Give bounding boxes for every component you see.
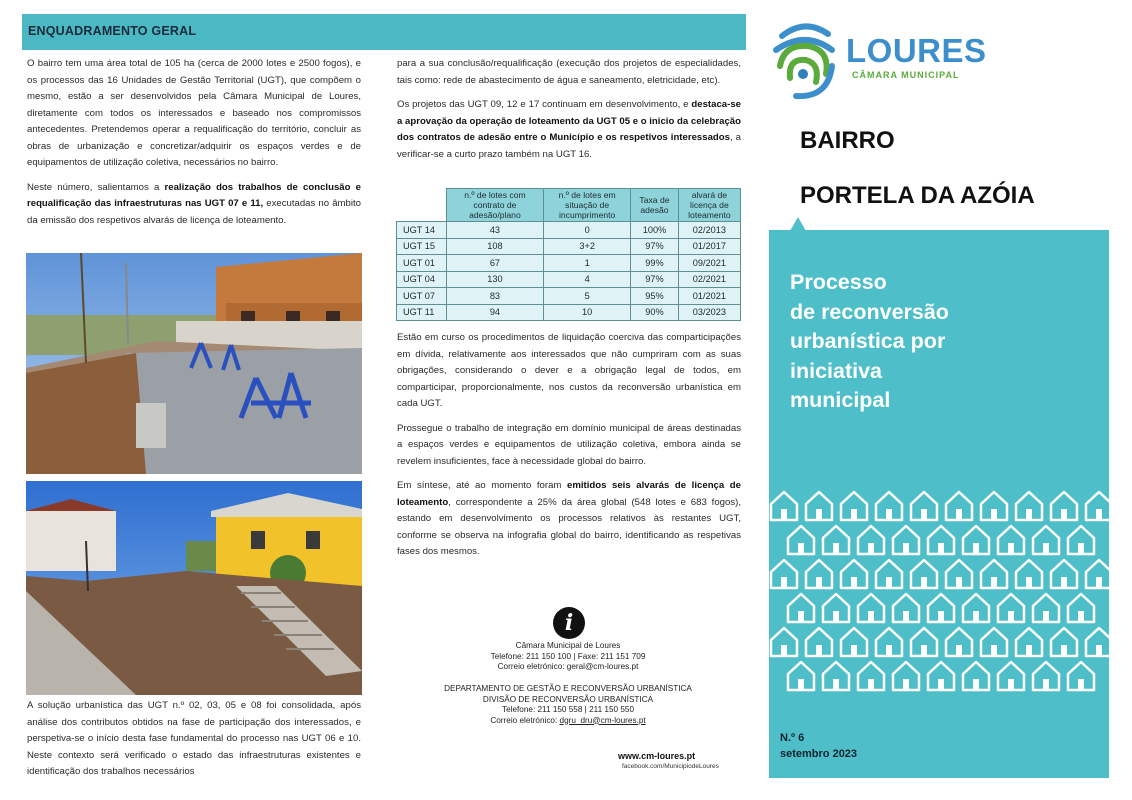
solution-paragraph: A solução urbanística das UGT n.º 02, 03, 05 e 08 foi consolidada, após análise dos contributos obtidos na fase de participação dos interessados, e perspetiva-se o início desta fase fundamental do processo nas UGT 06 e 10. Neste contexto será verificado o estado das infraestruturas existentes e identificação dos trabalhos necessários [27, 700, 361, 777]
house-icon [1068, 594, 1094, 622]
house-icon [963, 526, 989, 554]
loures-logo-icon [770, 16, 840, 108]
table-cell: 03/2023 [678, 304, 740, 321]
table-cell: 108 [446, 238, 543, 255]
house-icon [981, 492, 1007, 520]
house-icon [893, 662, 919, 690]
table-row [397, 255, 741, 272]
table-row [397, 222, 741, 239]
panel-notch [790, 217, 806, 231]
house-icon [1086, 628, 1109, 656]
info-icon: i [553, 607, 585, 639]
contact-email[interactable]: Correio eletrónico: geral@cm-loures.pt [497, 662, 639, 671]
house-icon [1016, 492, 1042, 520]
table-cell: 95% [631, 288, 679, 305]
house-icon [911, 628, 937, 656]
house-icon [893, 594, 919, 622]
table-cell: 09/2021 [678, 255, 740, 272]
middle-column [397, 56, 741, 163]
house-icon [1051, 628, 1077, 656]
table-cell: 01/2017 [678, 238, 740, 255]
house-icon [788, 526, 814, 554]
house-icon [858, 594, 884, 622]
house-icon [823, 526, 849, 554]
table-header: n.º de lotes com contrato de adesão/plano [446, 189, 543, 222]
table-cell: 94 [446, 304, 543, 321]
cover-title-line1: BAIRRO [800, 127, 895, 154]
left-column [27, 56, 361, 229]
house-icon [876, 628, 902, 656]
house-icon [823, 662, 849, 690]
table-row [397, 271, 741, 288]
table-cell: 0 [544, 222, 631, 239]
department-email-link[interactable]: dgru_dru@cm-loures.pt [559, 715, 646, 725]
house-icon [1016, 560, 1042, 588]
website-link[interactable]: www.cm-loures.pt [618, 751, 696, 761]
house-icon [1051, 560, 1077, 588]
house-icon [911, 560, 937, 588]
department-email: Correio eletrónico: dgru_dru@cm-loures.pt [490, 715, 646, 725]
table-row-label: UGT 07 [397, 288, 447, 305]
house-icon [1086, 560, 1109, 588]
table-header: n.º de lotes em situação de incumprimento [544, 189, 631, 222]
integration-paragraph: Prossegue o trabalho de integração em domínio municipal de áreas destinadas a espaços verdes e equipamentos de utilização coletiva, embora ainda se revelem insuficientes, face à necessidade global do bairro. [397, 422, 741, 467]
table-cell: 43 [446, 222, 543, 239]
middle-column-lower [397, 330, 741, 561]
house-icon [788, 594, 814, 622]
house-pattern [769, 490, 1109, 710]
table-cell: 1 [544, 255, 631, 272]
table-header-blank [397, 189, 447, 222]
house-icon [998, 662, 1024, 690]
house-icon [946, 628, 972, 656]
house-icon [841, 560, 867, 588]
house-icon [1068, 662, 1094, 690]
issue-date: setembro 2023 [780, 748, 858, 760]
table-row-label: UGT 04 [397, 271, 447, 288]
house-icon [858, 526, 884, 554]
house-icon [771, 492, 797, 520]
table-cell: 83 [446, 288, 543, 305]
section-title: ENQUADRAMENTO GERAL [28, 24, 197, 38]
conclusion-paragraph: para a sua conclusão/requalificação (execução dos projetos de especialidades, tais como: rede de abastecimento de água e saneamento, eletricidade, etc). [397, 58, 741, 86]
cover-title-line2: PORTELA DA AZÓIA [800, 182, 1035, 209]
house-icon [841, 492, 867, 520]
house-icon [928, 662, 954, 690]
liquidation-paragraph: Estão em curso os procedimentos de liquidação coerciva das comparticipações em dívida, relativamente aos interessados que não cumpriram com as suas obrigações, considerando o dever e a obrigação legal de todos, em comparticipar, proporcionalmente, nos custos da reconversão urbanística em cada UGT. [397, 332, 741, 409]
summary-paragraph: Em síntese, até ao momento foram emitidos seis alvarás de licença de loteamento, correspondente a 25% da área global (548 lotes e 683 fogos), estando em desenvolvimento os processos relativos às restantes UGT, conforme se observa na infografia global do bairro, identificando as respetivas fases dos mesmos. [397, 480, 741, 557]
house-icon [806, 628, 832, 656]
table-row [397, 238, 741, 255]
table-cell: 10 [544, 304, 631, 321]
house-icon [928, 526, 954, 554]
house-icon [823, 594, 849, 622]
photo-fitness-park [26, 253, 362, 474]
table-row [397, 304, 741, 321]
cover-headline: Processo de reconversão urbanística por iniciativa municipal [790, 270, 949, 412]
table-cell: 5 [544, 288, 631, 305]
table-row-label: UGT 14 [397, 222, 447, 239]
house-icon [876, 560, 902, 588]
house-icon [981, 560, 1007, 588]
table-cell: 100% [631, 222, 679, 239]
house-icon [806, 560, 832, 588]
table-cell: 97% [631, 238, 679, 255]
intro-paragraph: O bairro tem uma área total de 105 ha (cerca de 2000 lotes e 2500 fogos), e os processos das 16 Unidades de Gestão Territorial (UGT), que compõem o mesmo, estão a ser desenvolvidos pela Câmara Municipal de Loures, diretamente com todos os interessados e baseado nos compromissos antecedentes. Pretendemos operar a requalificação do território, concluir as obras de urbanização e concretizar/adquirir os espaços verdes e de equipamentos de utilização coletiva, necessários no bairro. [27, 58, 361, 168]
contact-block [420, 641, 716, 673]
photo-street-works [26, 481, 362, 695]
house-icon [946, 492, 972, 520]
left-column-bottom [27, 698, 361, 781]
table-cell: 4 [544, 271, 631, 288]
table-header: alvará de licença de loteamento [678, 189, 740, 222]
table-row-label: UGT 01 [397, 255, 447, 272]
house-icon [1016, 628, 1042, 656]
house-icon [876, 492, 902, 520]
table-row-label: UGT 11 [397, 304, 447, 321]
table-cell: 90% [631, 304, 679, 321]
contact-org: Câmara Municipal de Loures [515, 641, 621, 650]
section-banner [22, 14, 746, 50]
table-header-row [397, 189, 741, 222]
department-phone: Telefone: 211 150 558 | 211 150 550 [501, 705, 635, 714]
house-icon [771, 560, 797, 588]
logo-subtitle: CÂMARA MUNICIPAL [852, 70, 960, 80]
department-contact-block [420, 684, 716, 726]
house-icon [771, 628, 797, 656]
division-name: DIVISÃO DE RECONVERSÃO URBANÍSTICA [482, 694, 654, 704]
projects-paragraph: Os projetos das UGT 09, 12 e 17 continuam em desenvolvimento, e destaca-se a aprovação da operação de loteamento da UGT 05 e o inicio da celebração dos contratos de adesão entre o Município e os respetivos interessados, a verificar-se a curto prazo também na UGT 16. [397, 99, 742, 160]
house-icon [963, 594, 989, 622]
works-paragraph: Neste número, salientamos a realização dos trabalhos de conclusão e requalificação das infraestruturas nas UGT 07 e 11, executadas no âmbito da emissão dos respetivos alvarás de licença de loteamento. [27, 181, 361, 226]
house-icon [1051, 492, 1077, 520]
house-icon [858, 662, 884, 690]
issue-number: N.º 6 [780, 732, 805, 744]
table-cell: 3+2 [544, 238, 631, 255]
house-icon [1033, 594, 1059, 622]
house-icon [788, 662, 814, 690]
house-icon [1068, 526, 1094, 554]
house-icon [963, 662, 989, 690]
table-cell: 02/2013 [678, 222, 740, 239]
house-icon [911, 492, 937, 520]
table-row [397, 288, 741, 305]
facebook-link[interactable]: facebook.com/MunicipiodeLoures [622, 763, 719, 770]
table-header: Taxa de adesão [631, 189, 679, 222]
house-icon [928, 594, 954, 622]
table-row-label: UGT 15 [397, 238, 447, 255]
house-icon [998, 526, 1024, 554]
house-icon [841, 628, 867, 656]
house-icon [998, 594, 1024, 622]
house-icon [1033, 526, 1059, 554]
house-icon [893, 526, 919, 554]
house-icon [946, 560, 972, 588]
table-cell: 97% [631, 271, 679, 288]
table-cell: 01/2021 [678, 288, 740, 305]
house-icon [1086, 492, 1109, 520]
table-cell: 67 [446, 255, 543, 272]
house-icon [806, 492, 832, 520]
table-cell: 02/2021 [678, 271, 740, 288]
ugt-status-table [396, 188, 741, 321]
logo-wordmark: LOURES [846, 32, 987, 69]
table-cell: 130 [446, 271, 543, 288]
department-name: DEPARTAMENTO DE GESTÃO E RECONVERSÃO URBANÍSTICA [444, 684, 692, 693]
house-icon [1033, 662, 1059, 690]
contact-phone: Telefone: 211 150 100 | Faxe: 211 151 709 [490, 651, 646, 661]
house-icon [981, 628, 1007, 656]
table-cell: 99% [631, 255, 679, 272]
